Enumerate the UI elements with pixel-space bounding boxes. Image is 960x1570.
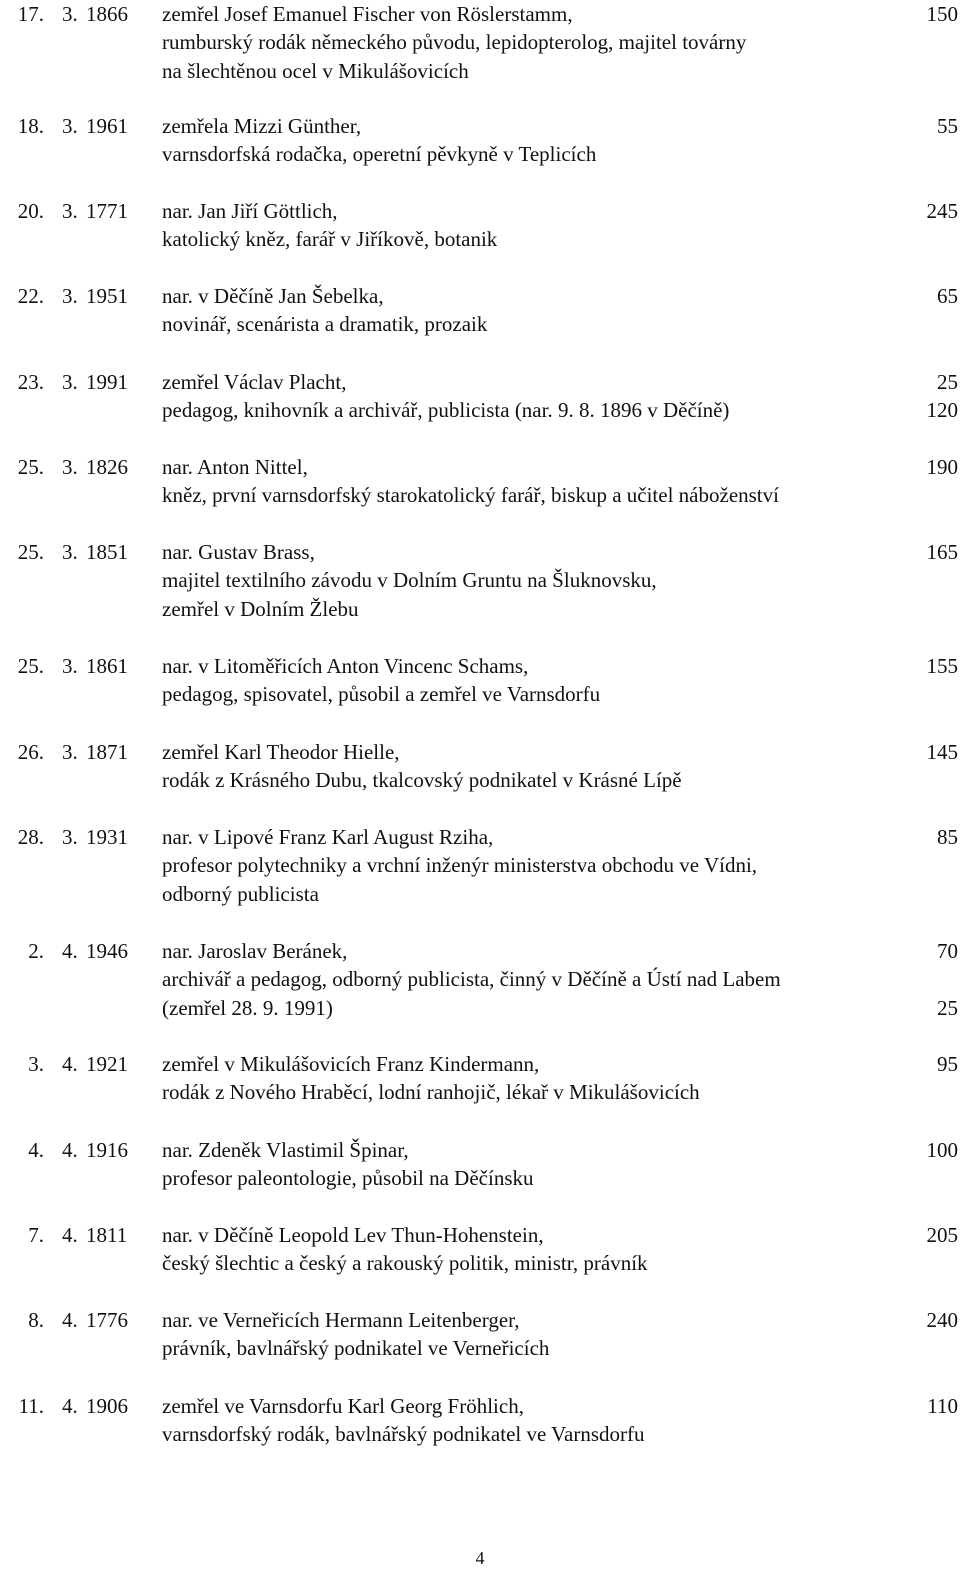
entry-text: (zemřel 28. 9. 1991) <box>162 995 333 1020</box>
entry-text: nar. v Litoměřicích Anton Vincenc Schams, <box>162 654 529 678</box>
entry-line <box>0 225 960 253</box>
entry-line <box>0 1420 960 1448</box>
entry-line <box>0 197 960 225</box>
entry-text: právník, bavlnářský podnikatel ve Verneřicích <box>162 1336 550 1361</box>
entry-day: 18. <box>17 114 44 138</box>
entry-text: varnsdorfský rodák, bavlnářský podnikatel ve Varnsdorfu <box>162 1422 645 1447</box>
entry-text: katolický kněz, farář v Jiříkově, botanik <box>162 227 498 252</box>
entry-year: 1961 <box>86 114 128 138</box>
entry-text: nar. Gustav Brass, <box>162 540 315 564</box>
entry-text: nar. v Děčíně Leopold Lev Thun-Hohenstein, <box>162 1223 544 1247</box>
entry-line <box>0 1164 960 1192</box>
entry-line <box>0 1249 960 1277</box>
entry-day: 3. <box>28 1052 44 1076</box>
entry-text: nar. ve Verneřicích Hermann Leitenberger, <box>162 1308 520 1332</box>
entry-day: 25. <box>17 455 44 479</box>
entry-text: český šlechtic a český a rakouský politik, ministr, právník <box>162 1251 648 1276</box>
entry-line <box>0 1078 960 1106</box>
entry-text: na šlechtěnou ocel v Mikulášovicích <box>162 58 469 83</box>
entry-month: 3. <box>62 284 78 308</box>
entry-number: 240 <box>926 1308 958 1332</box>
entry-text: pedagog, spisovatel, působil a zemřel ve Varnsdorfu <box>162 682 601 707</box>
entry-number: 145 <box>926 740 958 764</box>
entry-line <box>0 851 960 879</box>
entry-number: 65 <box>937 284 958 308</box>
entry-line <box>0 652 960 680</box>
entry-line <box>0 282 960 310</box>
entry-day: 25. <box>17 654 44 678</box>
entry-line <box>0 823 960 851</box>
entry-month: 4. <box>62 1052 78 1076</box>
entry-text: zemřel Karl Theodor Hielle, <box>162 740 400 764</box>
entry-year: 1906 <box>86 1394 128 1418</box>
entry-line <box>0 680 960 708</box>
entry-number: 85 <box>937 825 958 849</box>
entry-line <box>0 880 960 908</box>
entry-year: 1991 <box>86 370 128 394</box>
entry-day: 11. <box>18 1394 44 1418</box>
entry-number: 110 <box>927 1394 958 1418</box>
entry-text: zemřel Václav Placht, <box>162 370 347 394</box>
entry-line <box>0 937 960 965</box>
entry-line <box>0 1050 960 1078</box>
entry-line <box>0 1306 960 1334</box>
entry-number: 190 <box>926 455 958 479</box>
entry-line <box>0 396 960 424</box>
entry-line <box>0 453 960 481</box>
entry-month: 3. <box>62 2 78 26</box>
entry-line <box>0 994 960 1022</box>
entry-text: nar. v Lipové Franz Karl August Rziha, <box>162 825 494 849</box>
entry-line <box>0 1392 960 1420</box>
entry-day: 25. <box>17 540 44 564</box>
entry-number: 155 <box>926 654 958 678</box>
entry-year: 1916 <box>86 1138 128 1162</box>
entry-day: 17. <box>17 2 44 26</box>
entry-text: zemřel v Dolním Žlebu <box>162 596 359 621</box>
entry-number: 165 <box>926 540 958 564</box>
entry-day: 7. <box>28 1223 44 1247</box>
entry-year: 1811 <box>86 1223 128 1247</box>
entry-text: majitel textilního závodu v Dolním Gruntu na Šluknovsku, <box>162 568 657 593</box>
entry-text: zemřela Mizzi Günther, <box>162 114 362 138</box>
entry-text: archivář a pedagog, odborný publicista, činný v Děčíně a Ústí nad Labem <box>162 967 781 992</box>
entry-text: nar. Anton Nittel, <box>162 455 308 479</box>
entry-line <box>0 112 960 140</box>
entry-month: 3. <box>62 825 78 849</box>
entry-text: zemřel v Mikulášovicích Franz Kindermann, <box>162 1052 540 1076</box>
entry-year: 1871 <box>86 740 128 764</box>
entry-text: zemřel Josef Emanuel Fischer von Röslerstamm, <box>162 2 573 26</box>
entry-day: 28. <box>17 825 44 849</box>
entry-text: novinář, scenárista a dramatik, prozaik <box>162 312 488 337</box>
page-number: 4 <box>475 1548 485 1568</box>
entry-month: 4. <box>62 1308 78 1332</box>
entry-text: rodák z Nového Hraběcí, lodní ranhojič, lékař v Mikulášovicích <box>162 1080 700 1105</box>
entry-year: 1771 <box>86 199 128 223</box>
entry-month: 3. <box>62 740 78 764</box>
entry-day: 26. <box>17 740 44 764</box>
entry-year: 1931 <box>86 825 128 849</box>
entry-month: 4. <box>62 1138 78 1162</box>
entry-day: 23. <box>17 370 44 394</box>
entry-number: 100 <box>926 1138 958 1162</box>
entry-month: 3. <box>62 199 78 223</box>
entry-day: 8. <box>28 1308 44 1332</box>
entry-text: zemřel ve Varnsdorfu Karl Georg Fröhlich, <box>162 1394 524 1418</box>
entry-text: nar. v Děčíně Jan Šebelka, <box>162 284 384 308</box>
entry-month: 4. <box>62 939 78 963</box>
entry-line <box>0 310 960 338</box>
entry-year: 1866 <box>86 2 128 26</box>
entry-text: rodák z Krásného Dubu, tkalcovský podnikatel v Krásné Lípě <box>162 768 682 793</box>
entry-line <box>0 368 960 396</box>
entry-line <box>0 0 960 28</box>
entry-month: 4. <box>62 1394 78 1418</box>
entry-text: nar. Jan Jiří Göttlich, <box>162 199 338 223</box>
entry-line <box>0 965 960 993</box>
entry-year: 1861 <box>86 654 128 678</box>
entry-number: 55 <box>937 114 958 138</box>
entry-text: odborný publicista <box>162 881 319 906</box>
entry-month: 3. <box>62 114 78 138</box>
entry-line <box>0 595 960 623</box>
entry-year: 1946 <box>86 939 128 963</box>
entry-line <box>0 1221 960 1249</box>
entry-number: 205 <box>926 1223 958 1247</box>
entry-line <box>0 140 960 168</box>
entry-text: profesor paleontologie, působil na Děčínsku <box>162 1166 534 1191</box>
entry-number: 95 <box>937 1052 958 1076</box>
entry-year: 1826 <box>86 455 128 479</box>
entry-line <box>0 57 960 85</box>
entry-number: 245 <box>926 199 958 223</box>
entry-day: 22. <box>17 284 44 308</box>
entry-number: 150 <box>926 2 958 26</box>
entry-month: 3. <box>62 370 78 394</box>
entry-number: 70 <box>937 939 958 963</box>
entry-year: 1851 <box>86 540 128 564</box>
entry-year: 1776 <box>86 1308 128 1332</box>
entry-text: profesor polytechniky a vrchní inženýr ministerstva obchodu ve Vídni, <box>162 853 758 878</box>
entry-line <box>0 1136 960 1164</box>
entry-text: nar. Zdeněk Vlastimil Špinar, <box>162 1138 409 1162</box>
entry-text: kněz, první varnsdorfský starokatolický farář, biskup a učitel náboženství <box>162 483 779 508</box>
entry-line <box>0 481 960 509</box>
entry-day: 2. <box>28 939 44 963</box>
entry-text: pedagog, knihovník a archivář, publicista (nar. 9. 8. 1896 v Děčíně) <box>162 398 730 423</box>
entry-number: 25 <box>937 995 958 1020</box>
entry-line <box>0 566 960 594</box>
entry-month: 3. <box>62 455 78 479</box>
entry-line <box>0 538 960 566</box>
entry-line <box>0 28 960 56</box>
entry-day: 4. <box>28 1138 44 1162</box>
entry-text: rumburský rodák německého původu, lepidopterolog, majitel továrny <box>162 30 747 55</box>
entry-number: 120 <box>926 398 958 423</box>
entry-text: nar. Jaroslav Beránek, <box>162 939 348 963</box>
entry-line <box>0 766 960 794</box>
entry-year: 1951 <box>86 284 128 308</box>
entry-line <box>0 1334 960 1362</box>
entry-month: 4. <box>62 1223 78 1247</box>
entry-day: 20. <box>17 199 44 223</box>
entry-year: 1921 <box>86 1052 128 1076</box>
entry-month: 3. <box>62 654 78 678</box>
entry-line <box>0 738 960 766</box>
entry-number: 25 <box>937 370 958 394</box>
entry-month: 3. <box>62 540 78 564</box>
entry-text: varnsdorfská rodačka, operetní pěvkyně v Teplicích <box>162 142 597 167</box>
